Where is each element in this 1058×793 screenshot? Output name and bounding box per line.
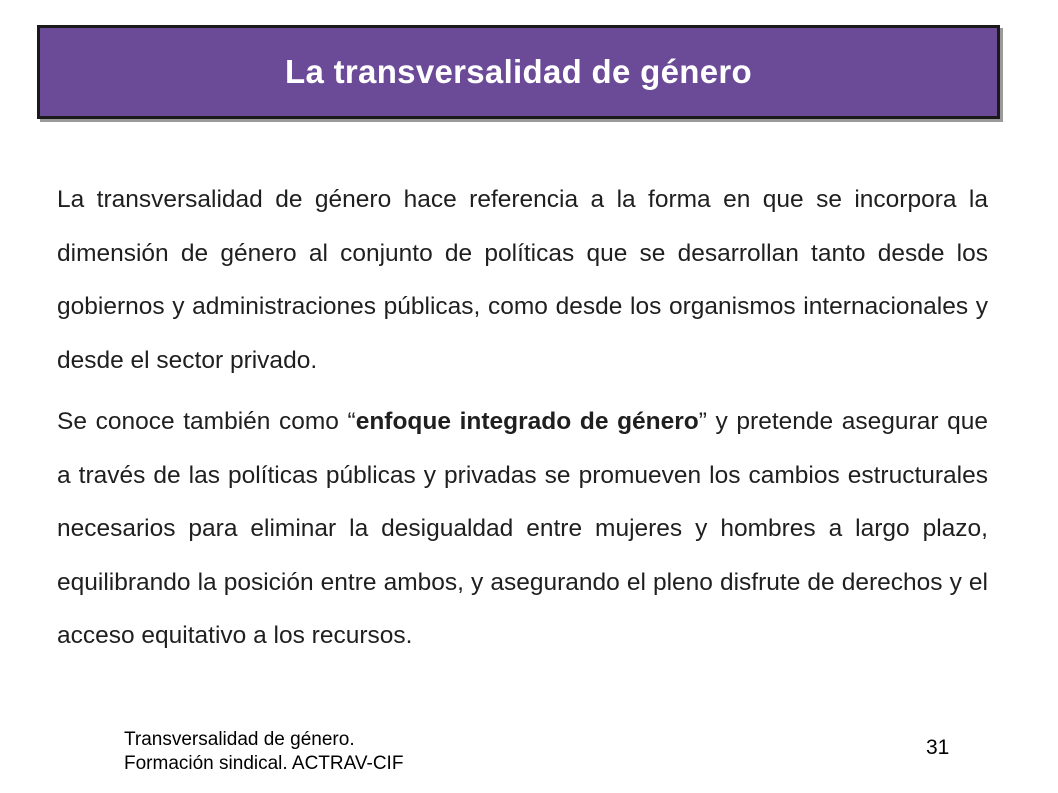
paragraph-integrated-approach [57,395,988,663]
paragraph-definition: La transversalidad de género hace referencia a la forma en que se incorpora la dimensión de género al conjunto de políticas que se desarrollan tanto desde los gobiernos y administraciones públicas, como desde los organismos internacionales y desde el sector privado. [57,186,988,374]
slide-title: La transversalidad de género [285,53,752,90]
title-banner [37,25,1000,119]
slide-body [57,173,988,663]
footer-source [124,728,403,776]
page-number: 31 [926,736,950,759]
footer-source-line-2: Formación sindical. ACTRAV-CIF [124,753,404,774]
paragraph-2-rest: ” y pretende asegurar que a través de las políticas públicas y privadas se promueven los cambios estructurales necesarios para eliminar la desigualdad entre mujeres y hombres a largo plazo, equilibrando la posición entre ambos, y asegurando el pleno disfrute de derechos y el acceso equitativo a los recursos. [57,408,988,649]
paragraph-2-emphasis: enfoque integrado de género [355,408,699,435]
paragraph-2-intro: Se conoce también como “ [57,408,356,435]
footer-source-line-1: Transversalidad de género. [124,729,355,750]
